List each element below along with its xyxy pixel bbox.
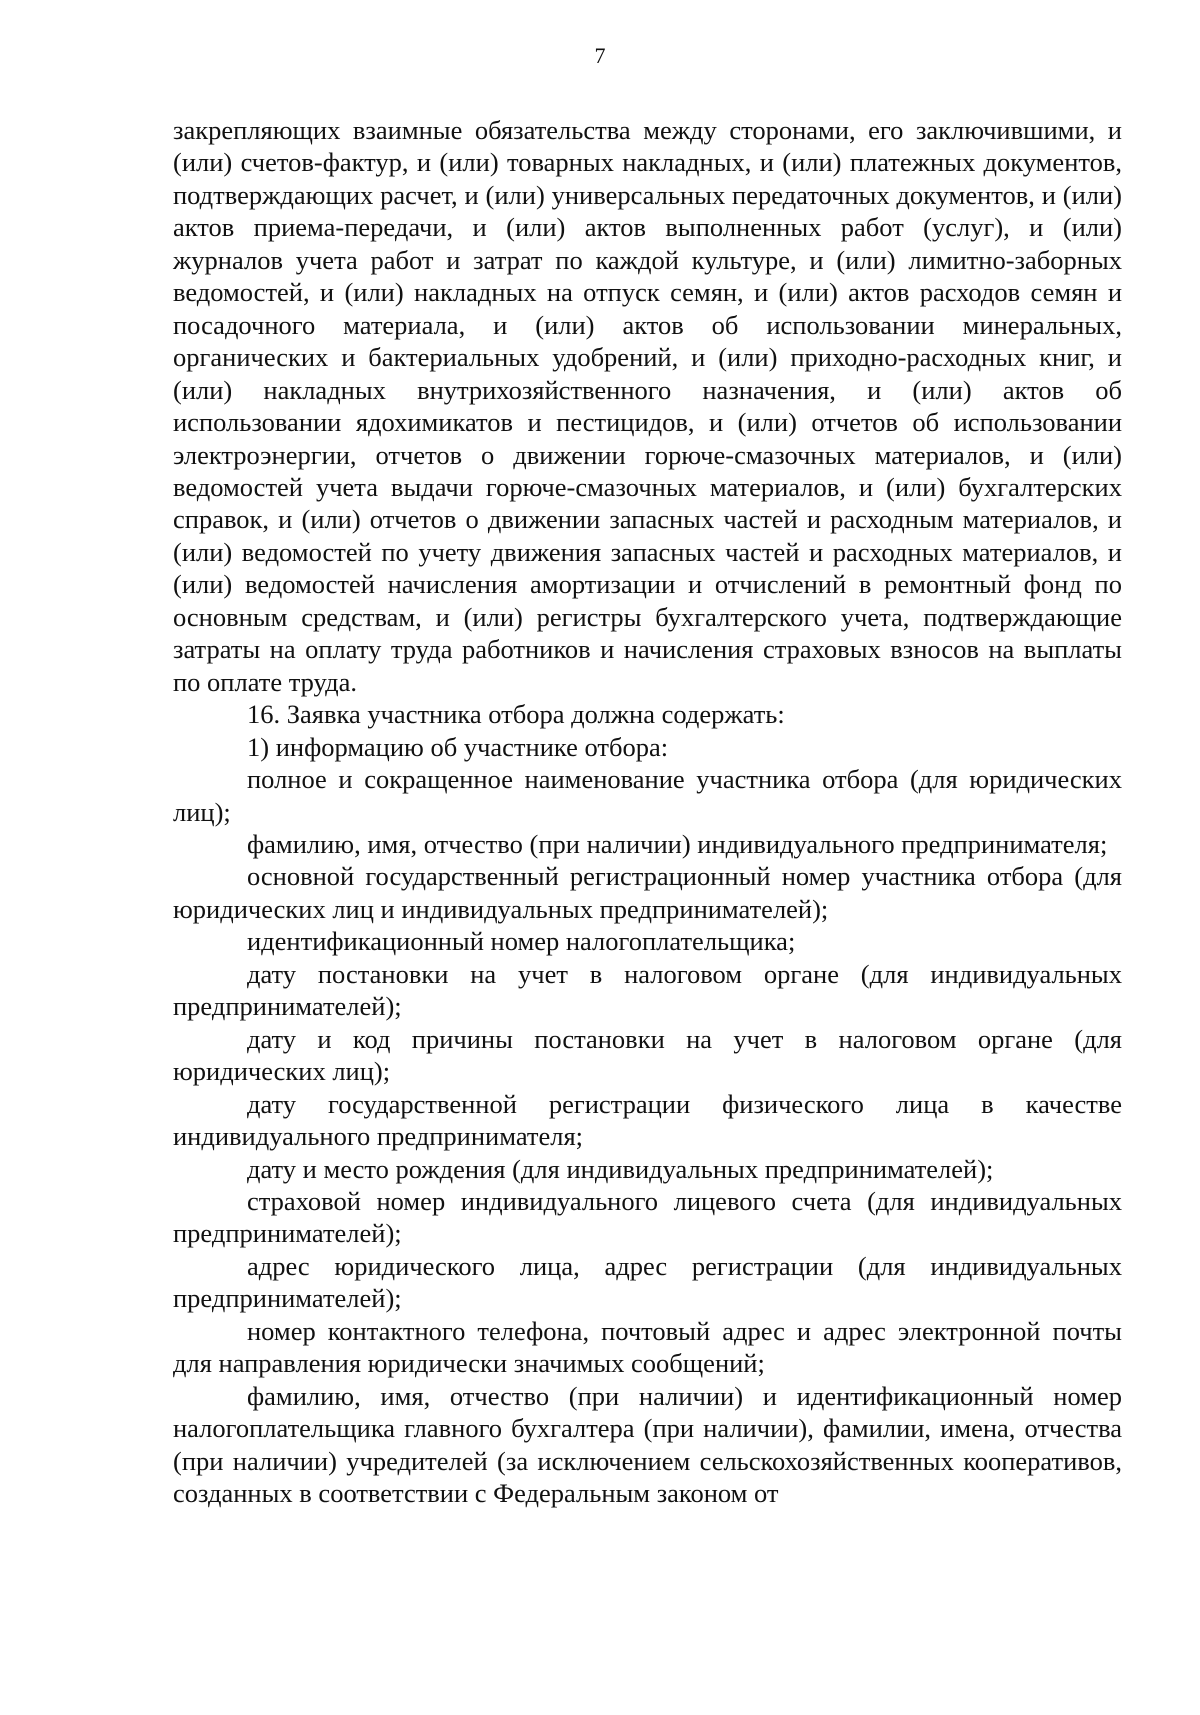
paragraph-clause-16: 16. Заявка участника отбора должна содержать:	[247, 699, 785, 730]
paragraph-entrepreneur-name: фамилию, имя, отчество (при наличии) индивидуального предпринимателя;	[247, 828, 1108, 859]
paragraph-full-name: полное и сокращенное наименование участника отбора (для юридических лиц);	[173, 764, 1122, 827]
paragraph-tax-registration-date: дату постановки на учет в налоговом органе (для индивидуальных предпринимателей);	[173, 958, 1122, 1022]
paragraph-birth-date-place: дату и место рождения (для индивидуальных предпринимателей);	[247, 1153, 994, 1184]
paragraph-accountant-founders: фамилию, имя, отчество (при наличии) и идентификационный номер налогоплательщика главного бухгалтера (при наличии), фамилии, имена, отчества (при наличии) учредителей (за исключением сельскохозяйственных кооперативов, созданных в соответствии с Федеральным законом от	[173, 1380, 1122, 1509]
paragraph-address: адрес юридического лица, адрес регистрации (для индивидуальных предпринимателей);	[173, 1250, 1122, 1314]
paragraph-ogrn: основной государственный регистрационный номер участника отбора (для юридических лиц и индивидуальных предпринимателей);	[173, 861, 1122, 924]
paragraph-subclause-1: 1) информацию об участнике отбора:	[247, 731, 669, 762]
paragraph-inn: идентификационный номер налогоплательщика;	[247, 926, 796, 957]
paragraph-snils: страховой номер индивидуального лицевого счета (для индивидуальных предпринимателей);	[173, 1185, 1122, 1249]
paragraph-contacts: номер контактного телефона, почтовый адрес и адрес электронной почты для направления юридически значимых сообщений;	[173, 1315, 1122, 1379]
document-body	[173, 114, 1122, 1509]
paragraph-state-registration-date: дату государственной регистрации физического лица в качестве индивидуального предпринимателя;	[173, 1088, 1122, 1152]
paragraph-kpp: дату и код причины постановки на учет в налоговом органе (для юридических лиц);	[173, 1023, 1122, 1087]
page-number: 7	[594, 43, 606, 68]
paragraph-continued-list: закрепляющих взаимные обязательства между сторонами, его заключившими, и (или) счетов-фактур, и (или) товарных накладных, и (или) платежных документов, подтверждающих расчет, и (или) универсальных передаточных документов, и (или) актов приема-передачи, и (или) актов выполненных работ (услуг), и (или) журналов учета работ и затрат по каждой культуре, и (или) лимитно-заборных ведомостей, и (или) накладных на отпуск семян, и (или) актов расходов семян и посадочного материала, и (или) актов об использовании минеральных, органических и бактериальных удобрений, и (или) приходно-расходных книг, и (или) накладных внутрихозяйственного назначения, и (или) актов об использовании ядохимикатов и пестицидов, и (или) отчетов об использовании электроэнергии, отчетов о движении горюче-смазочных материалов, и (или) ведомостей учета выдачи горюче-смазочных материалов, и (или) бухгалтерских справок, и (или) отчетов о движении запасных частей и расходным материалов, и (или) ведомостей по учету движения запасных частей и расходных материалов, и (или) ведомостей начисления амортизации и отчислений в ремонтный фонд по основным средствам, и (или) регистры бухгалтерского учета, подтверждающие затраты на оплату труда работников и начисления страховых взносов на выплаты по оплате труда.	[173, 115, 1122, 697]
